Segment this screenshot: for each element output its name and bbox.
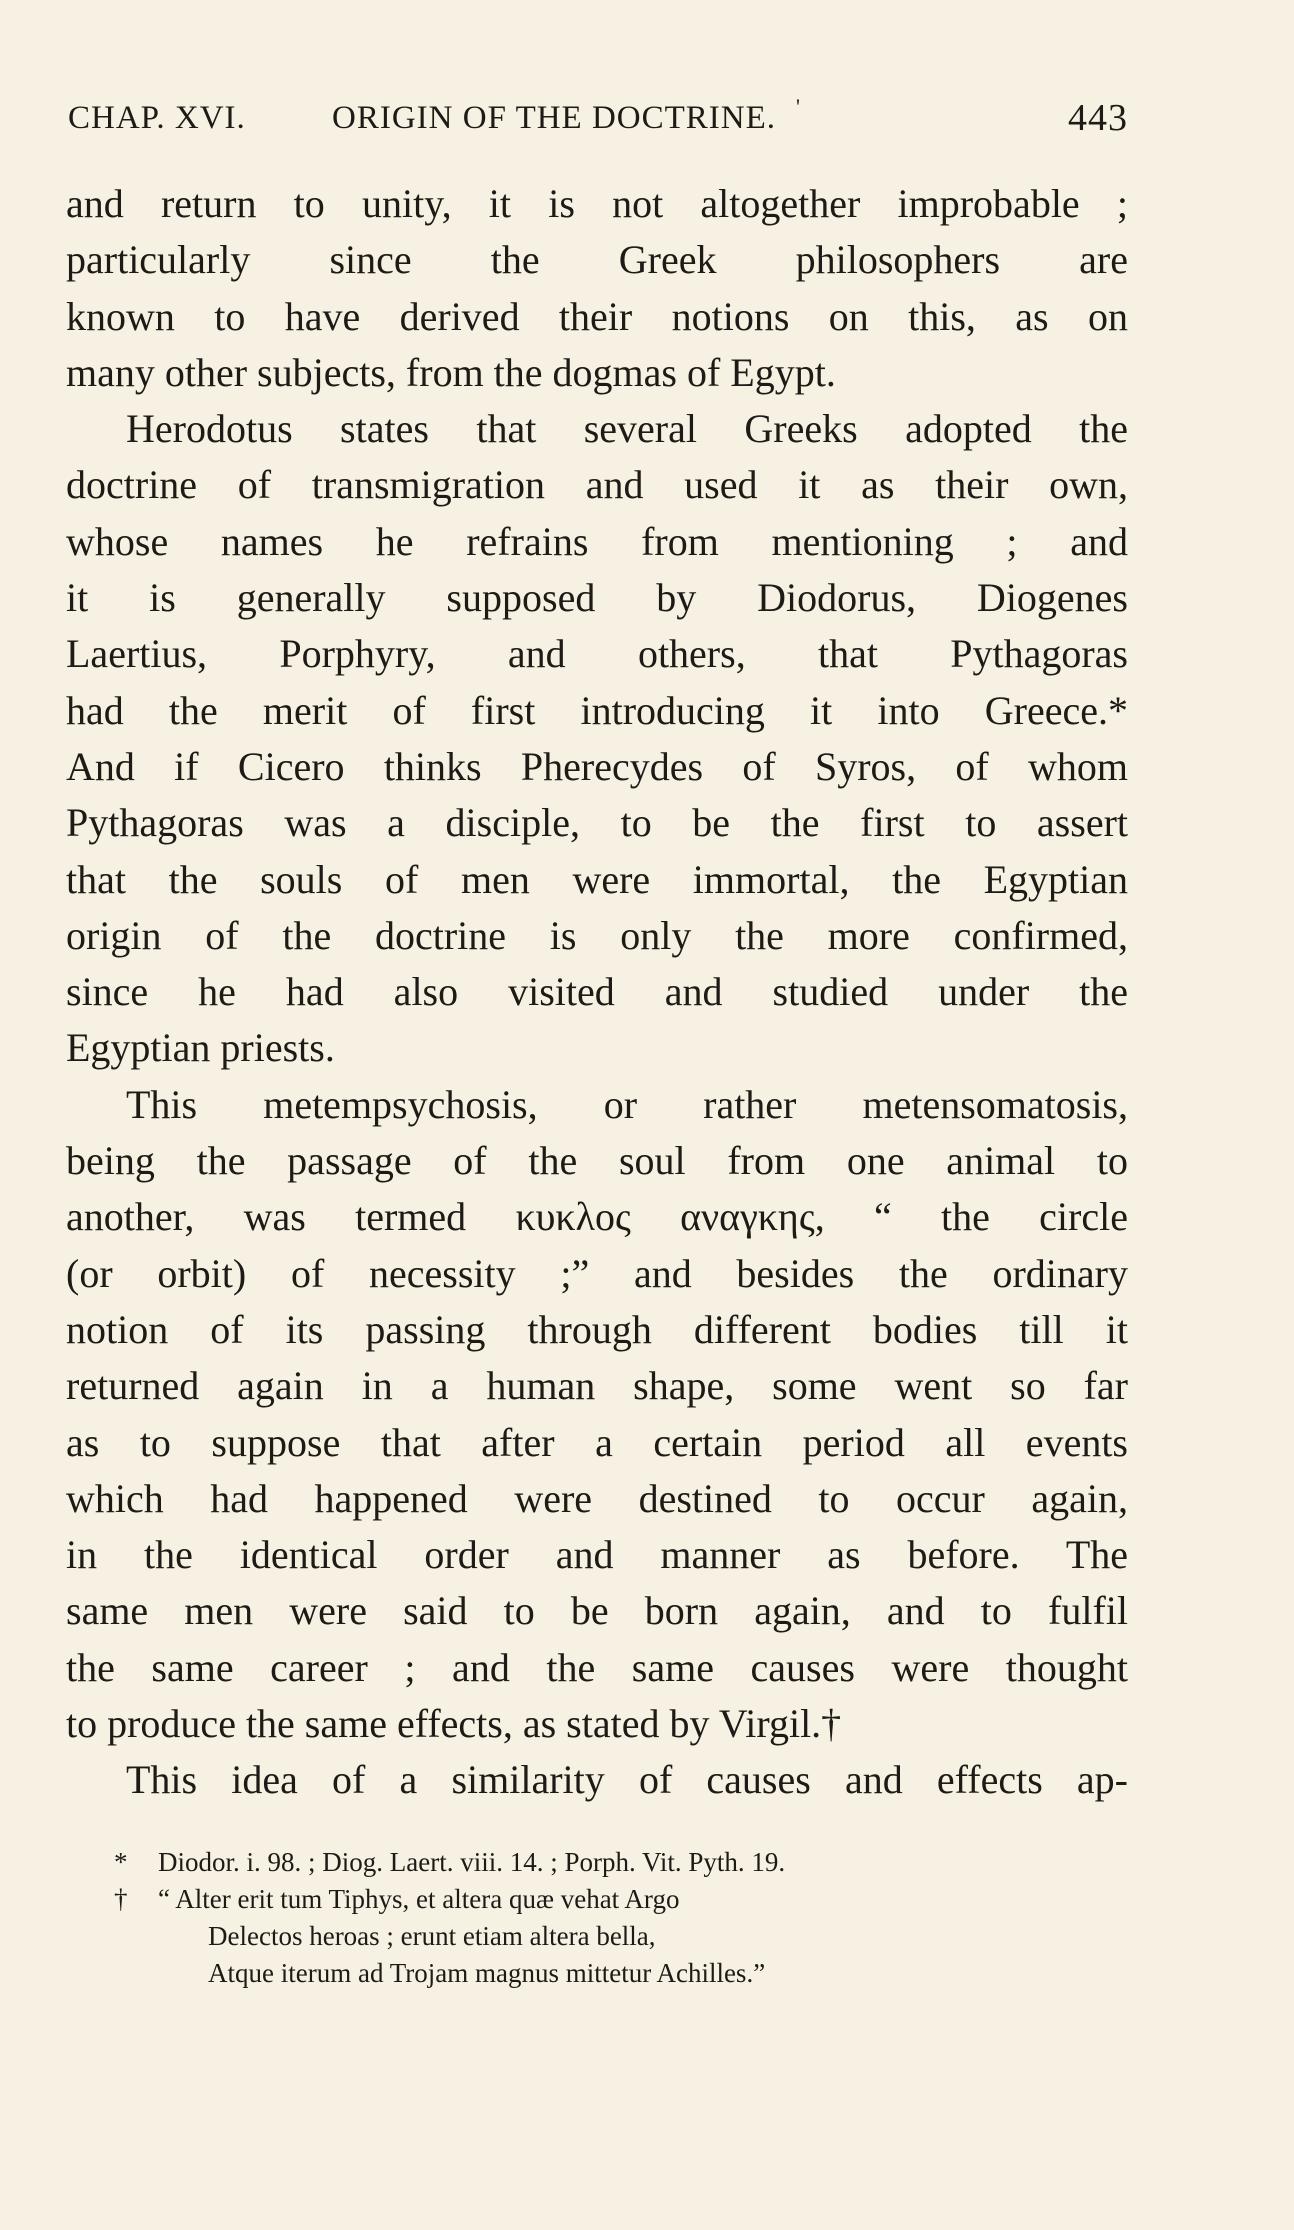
- text-line: as to suppose that after a certain period all events: [66, 1419, 1128, 1465]
- text-line: whose names he refrains from mentioning ; and: [66, 518, 1128, 564]
- footnote-marker: †: [114, 1884, 128, 1914]
- text-line: known to have derived their notions on this, as on: [66, 293, 1128, 339]
- text-line: to produce the same effects, as stated by Virgil.†: [66, 1701, 842, 1747]
- footnote-1: [66, 1844, 1128, 1881]
- printer-mark: ': [796, 94, 801, 119]
- paragraph-first-line: Herodotus states that several Greeks adopted the: [126, 406, 1128, 452]
- chapter-label: CHAP. XVI.: [68, 100, 246, 136]
- chapter-title: ORIGIN OF THE DOCTRINE.: [332, 100, 777, 136]
- text-line: Egyptian priests.: [66, 1025, 335, 1071]
- text-line: doctrine of transmigration and used it as their own,: [66, 462, 1128, 508]
- footnote-text: “ Alter erit tum Tiphys, et altera quæ vehat Argo: [158, 1884, 680, 1914]
- paragraph-first-line: This idea of a similarity of causes and effects ap-: [126, 1757, 1128, 1803]
- text-line: that the souls of men were immortal, the Egyptian: [66, 856, 1128, 902]
- body-text: [66, 176, 1128, 1809]
- footnote-marker: *: [114, 1847, 128, 1877]
- footnote-2: [66, 1881, 1128, 1918]
- text-line: it is generally supposed by Diodorus, Diogenes: [66, 575, 1128, 621]
- running-head: [68, 94, 1128, 140]
- text-line: the same career ; and the same causes were thought: [66, 1644, 1128, 1690]
- text-line: which had happened were destined to occur again,: [66, 1475, 1128, 1521]
- text-line: (or orbit) of necessity ;” and besides the ordinary: [66, 1250, 1128, 1296]
- footnote-2-continued: Delectos heroas ; erunt etiam altera bella,: [208, 1921, 656, 1951]
- text-line: same men were said to be born again, and to fulfil: [66, 1588, 1128, 1634]
- text-line: notion of its passing through different bodies till it: [66, 1306, 1128, 1352]
- text-line: returned again in a human shape, some went so far: [66, 1363, 1128, 1409]
- text-line: many other subjects, from the dogmas of Egypt.: [66, 349, 836, 395]
- text-line: Pythagoras was a disciple, to be the first to assert: [66, 800, 1128, 846]
- text-line: and return to unity, it is not altogether improbable ;: [66, 181, 1128, 226]
- text-line: being the passage of the soul from one animal to: [66, 1138, 1128, 1184]
- text-line: Laertius, Porphyry, and others, that Pythagoras: [66, 631, 1128, 677]
- footnote-2-continued: Atque iterum ad Trojam magnus mittetur Achilles.”: [208, 1958, 766, 1988]
- text-line: And if Cicero thinks Pherecydes of Syros, of whom: [66, 743, 1128, 789]
- text-line: origin of the doctrine is only the more confirmed,: [66, 912, 1128, 958]
- text-line: another, was termed κυκλος αναγκης, “ the circle: [66, 1194, 1128, 1240]
- text-line: had the merit of first introducing it into Greece.*: [66, 687, 1128, 733]
- paragraph-first-line: This metempsychosis, or rather metensomatosis,: [126, 1081, 1128, 1127]
- text-line: in the identical order and manner as before. The: [66, 1532, 1128, 1578]
- footnote-text: Diodor. i. 98. ; Diog. Laert. viii. 14. ; Porph. Vit. Pyth. 19.: [158, 1847, 786, 1877]
- footnotes: [66, 1844, 1128, 1992]
- text-line: since he had also visited and studied under the: [66, 969, 1128, 1015]
- text-line: particularly since the Greek philosophers are: [66, 237, 1128, 283]
- page-number: 443: [1068, 97, 1128, 139]
